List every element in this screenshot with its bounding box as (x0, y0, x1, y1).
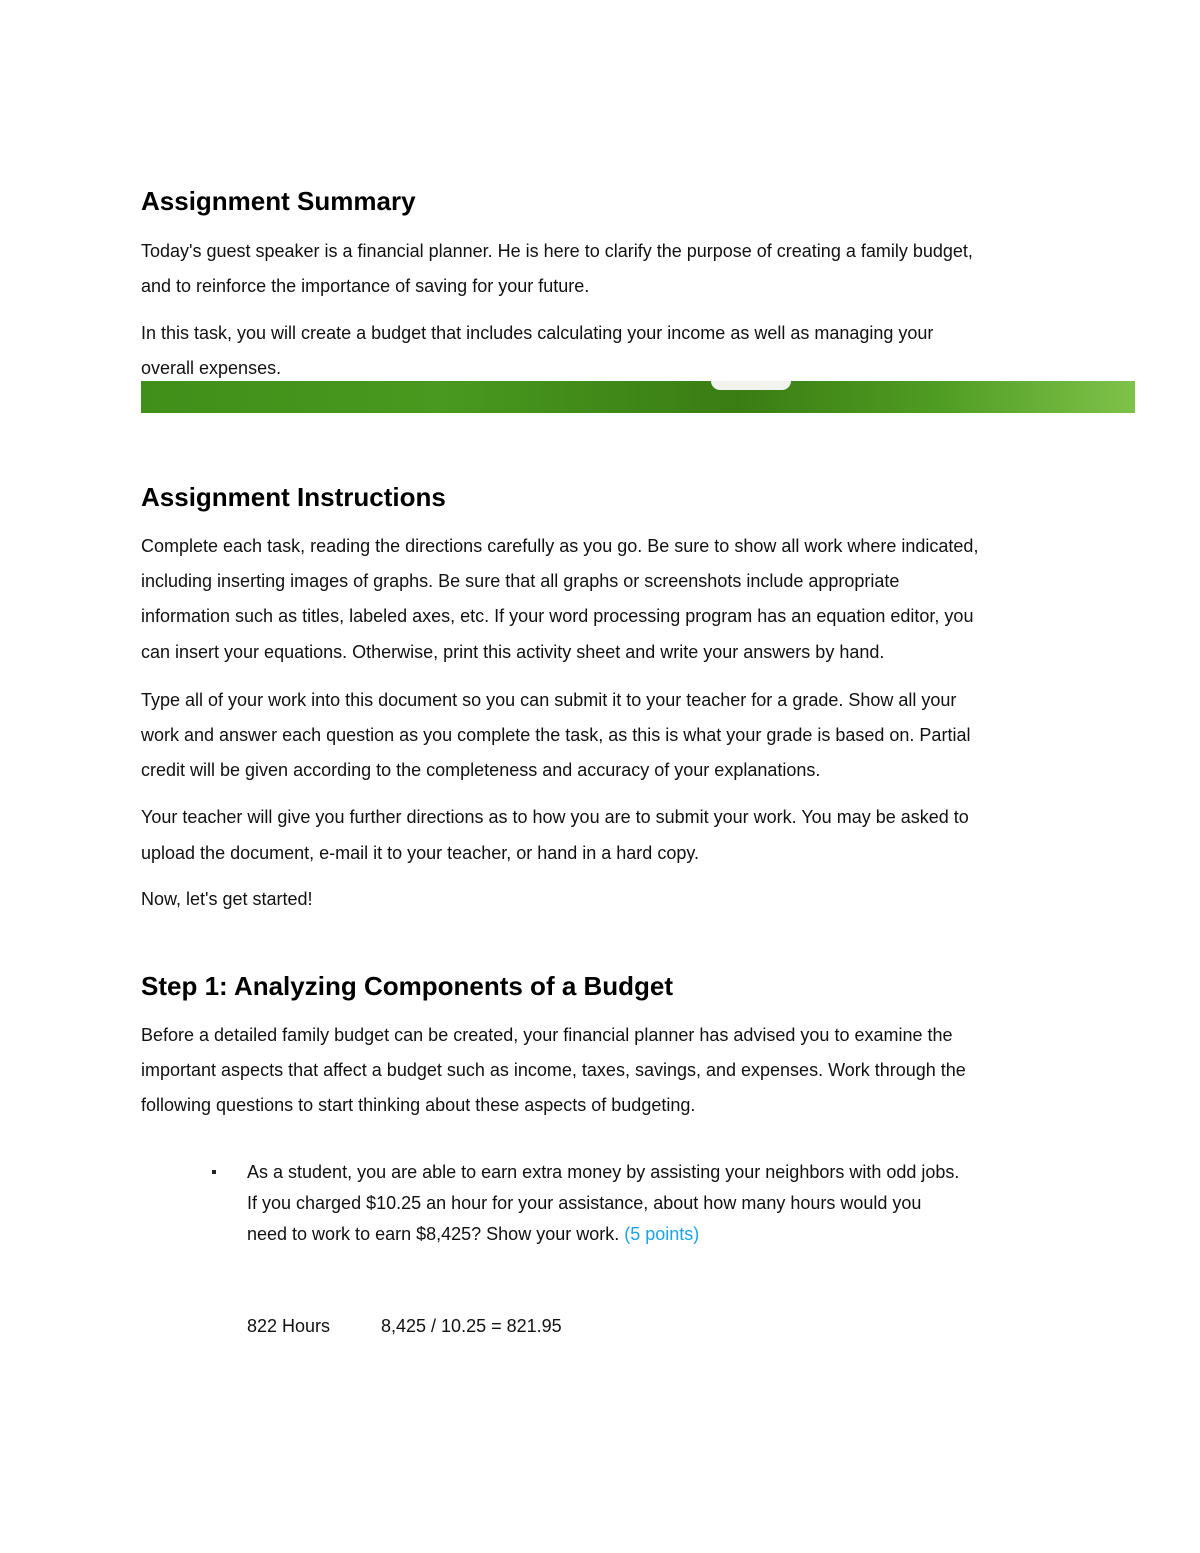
step1-heading: Step 1: Analyzing Components of a Budget (141, 971, 674, 1001)
points-label: (5 points) (624, 1224, 700, 1244)
question-text: need to work to earn $8,425? Show your work. (247, 1224, 620, 1244)
summary-heading: Assignment Summary (141, 186, 416, 216)
bullet-icon (212, 1170, 216, 1174)
summary-text: and to reinforce the importance of saving for your future. (141, 276, 590, 296)
splash-decoration (711, 381, 791, 390)
decorative-banner-image (141, 381, 1135, 413)
instructions-text: upload the document, e-mail it to your teacher, or hand in a hard copy. (141, 843, 699, 863)
instructions-heading: Assignment Instructions (141, 482, 446, 512)
summary-text: Today's guest speaker is a financial planner. He is here to clarify the purpose of creating a family budget, (141, 241, 973, 261)
instructions-text: Type all of your work into this document so you can submit it to your teacher for a grade. Show all your (141, 690, 957, 710)
instructions-text: can insert your equations. Otherwise, print this activity sheet and write your answers by hand. (141, 642, 885, 662)
step1-text: important aspects that affect a budget such as income, taxes, savings, and expenses. Work through the (141, 1060, 966, 1080)
summary-text: In this task, you will create a budget that includes calculating your income as well as managing your (141, 323, 934, 343)
question-text: If you charged $10.25 an hour for your assistance, about how many hours would you (247, 1193, 922, 1213)
instructions-text: Now, let's get started! (141, 889, 313, 909)
summary-text: overall expenses. (141, 358, 282, 378)
question-text: As a student, you are able to earn extra money by assisting your neighbors with odd jobs. (247, 1162, 960, 1182)
answer-text: 822 Hours (247, 1316, 331, 1336)
instructions-text: credit will be given according to the completeness and accuracy of your explanations. (141, 760, 821, 780)
work-text: 8,425 / 10.25 = 821.95 (381, 1316, 562, 1336)
instructions-text: work and answer each question as you complete the task, as this is what your grade is based on. Partial (141, 725, 971, 745)
instructions-text: information such as titles, labeled axes, etc. If your word processing program has an equation editor, you (141, 606, 974, 626)
instructions-text: Complete each task, reading the directions carefully as you go. Be sure to show all work where indicated, (141, 536, 979, 556)
step1-text: following questions to start thinking about these aspects of budgeting. (141, 1095, 696, 1115)
question-line (247, 1223, 699, 1245)
instructions-text: Your teacher will give you further directions as to how you are to submit your work. You may be asked to (141, 807, 969, 827)
instructions-text: including inserting images of graphs. Be sure that all graphs or screenshots include appropriate (141, 571, 900, 591)
step1-text: Before a detailed family budget can be created, your financial planner has advised you to examine the (141, 1025, 953, 1045)
